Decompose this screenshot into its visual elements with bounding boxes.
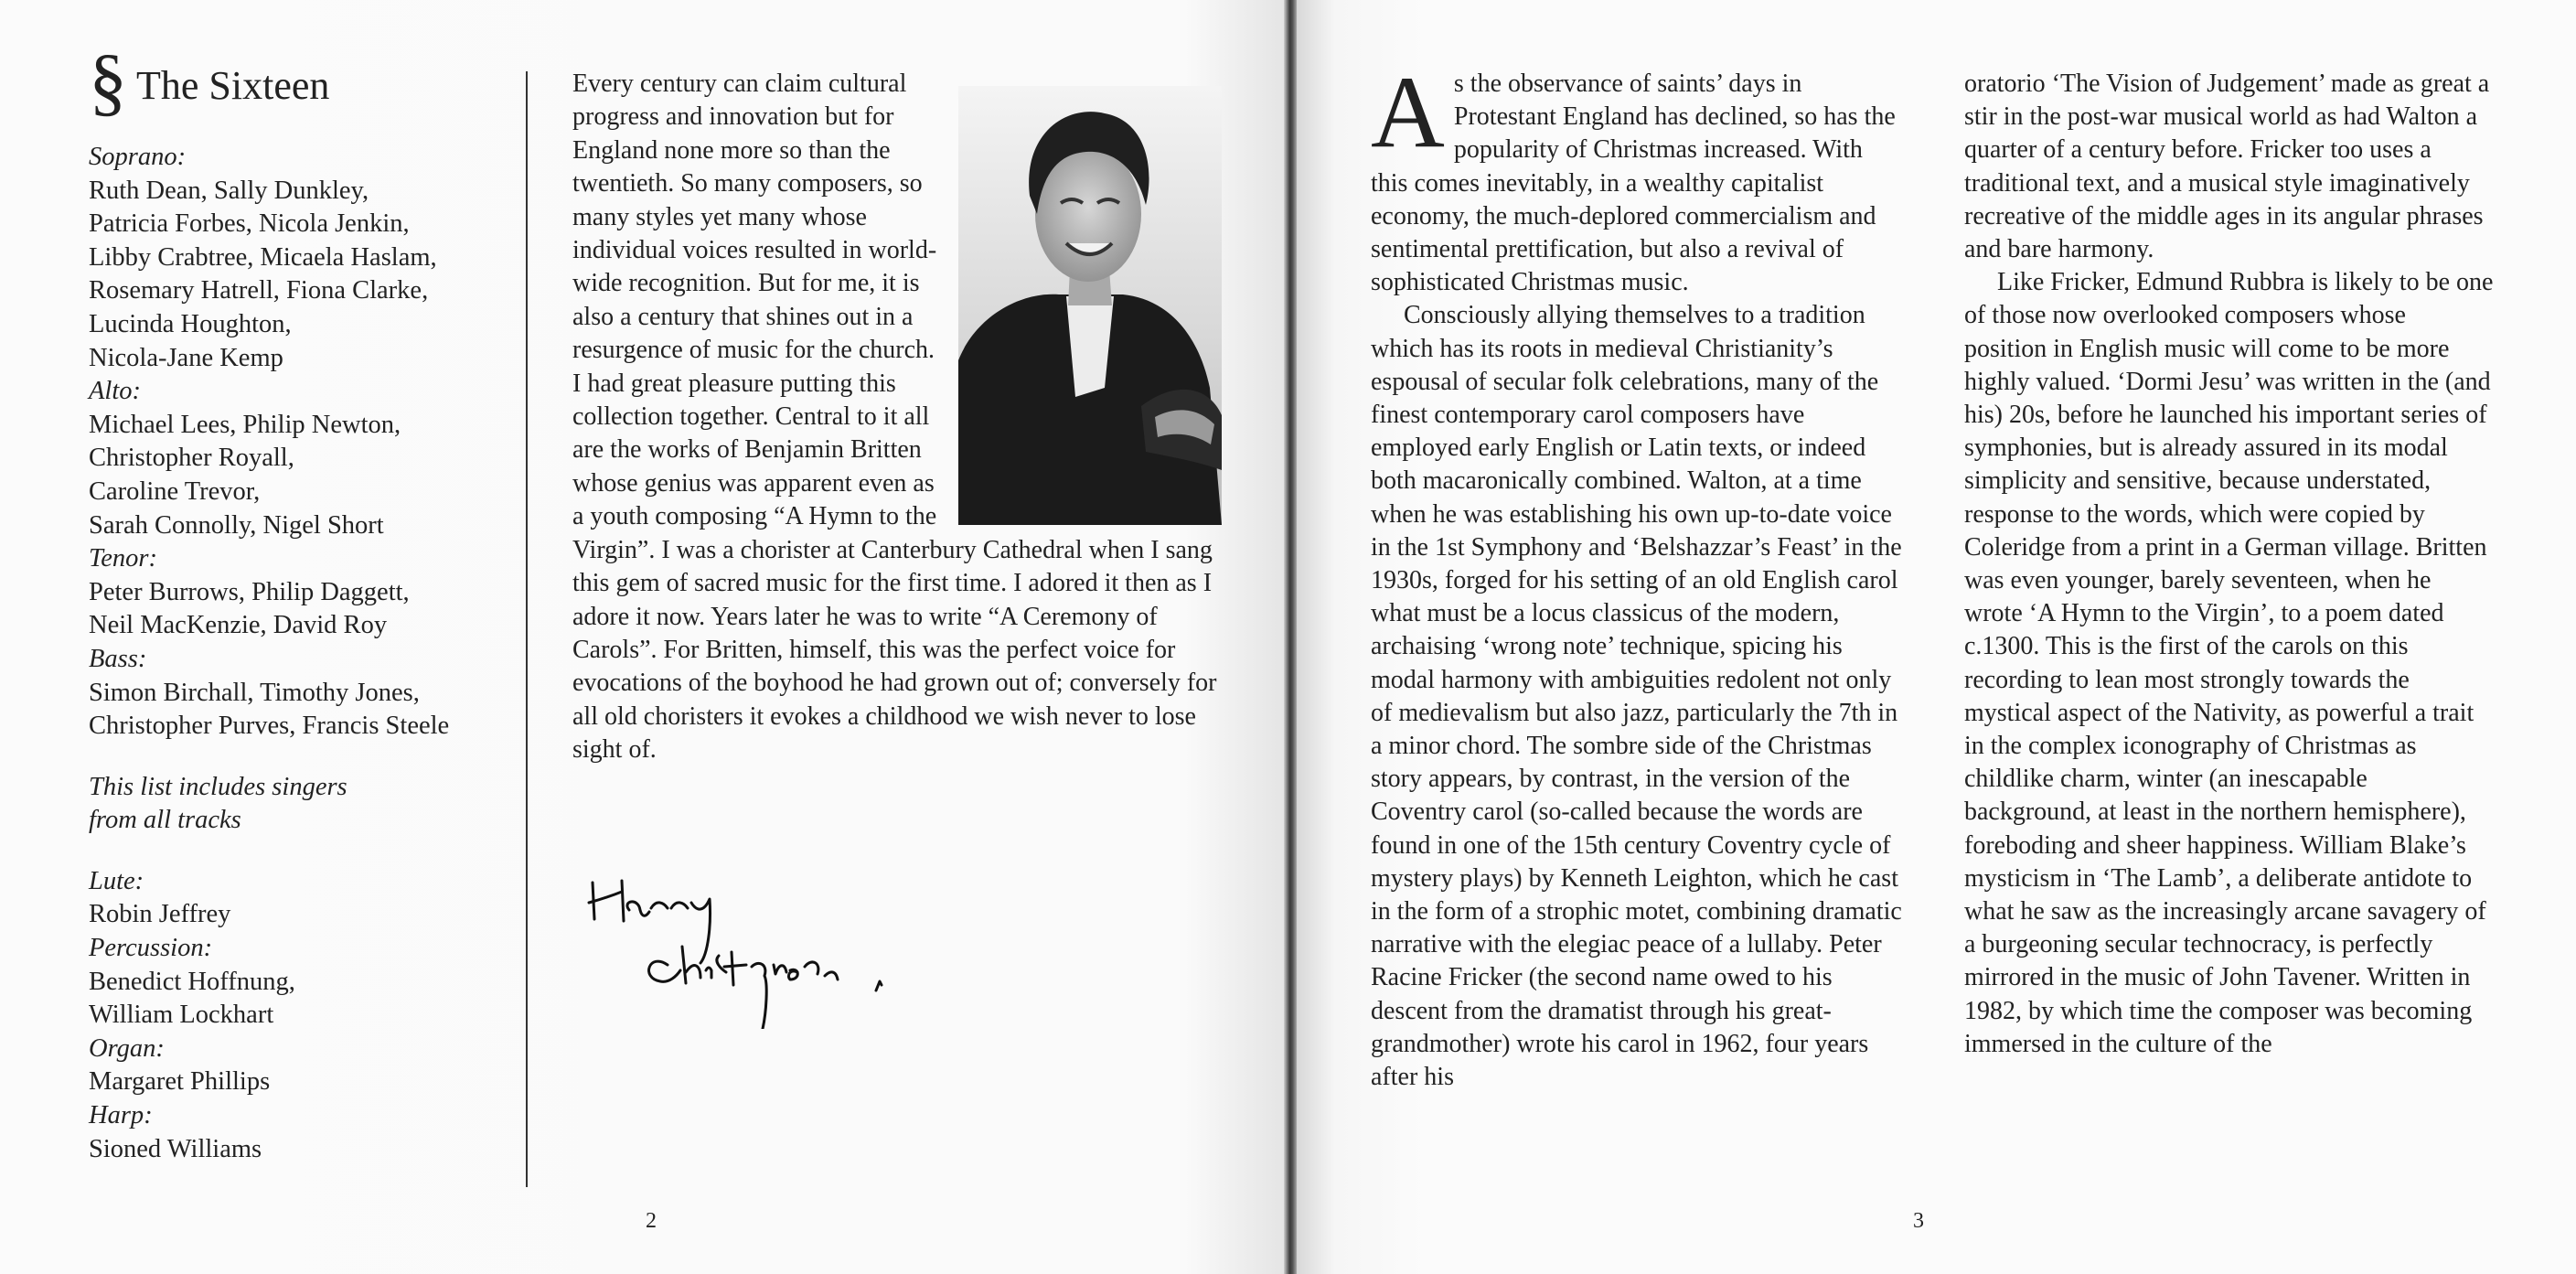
name-line: Sarah Connolly, Nigel Short bbox=[89, 510, 384, 540]
drop-cap: A bbox=[1371, 56, 1445, 169]
essay-paragraph: oratorio ‘The Vision of Judgement’ made as great a stir in the post-war musical world as had Walton a quarter of a century before. Fricker too uses a traditional text, and a musical style imaginatively recreative of the middle ages in its angular phrases and bare harmony. bbox=[1964, 70, 2490, 264]
note-line: This list includes singers bbox=[89, 772, 347, 801]
essay-column-2 bbox=[1964, 68, 2495, 1061]
page-title: The Sixteen bbox=[136, 63, 330, 108]
portrait-image bbox=[958, 86, 1222, 525]
name-line: Sioned Williams bbox=[89, 1134, 262, 1163]
page-number: 2 bbox=[646, 1209, 657, 1233]
svg-text:Harry bbox=[585, 864, 619, 868]
handwritten-signature bbox=[585, 864, 924, 1029]
name-line: Libby Crabtree, Micaela Haslam, bbox=[89, 242, 437, 272]
voice-group-alto bbox=[89, 375, 509, 542]
roster-column bbox=[89, 39, 509, 1166]
name-line: Caroline Trevor, bbox=[89, 476, 261, 506]
name-line: Peter Burrows, Philip Daggett, bbox=[89, 577, 410, 606]
svg-text:Christophers. bbox=[585, 864, 664, 868]
section-mark: § bbox=[89, 39, 127, 124]
essay-paragraph: Consciously allying themselves to a tradition which has its roots in medieval Christianity’s espousal of secular folk celebrations, many of the finest contemporary carol composers have employed early English or Latin texts, or indeed both macaronically combined. Walton, at a time when he was establishing his own up-to-date voice in the 1st Symphony and ‘Belshazzar’s Feast’ in the 1930s, forged for his setting of an old English carol what must be a locus classicus of the modern, archaising ‘wrong note’ technique, spicing his modal harmony with ambiguities redolent not only of medievalism but also jazz, particularly the 7th in a minor chord. The sombre side of the Christmas story appears, by contrast, in the version of the Coventry carol (so-called because the words are found in one of the 15th century Coventry cycle of mystery plays) by Kenneth Leighton, which he cast in the form of a strophic motet, combining dramatic narrative with the elegiac peace of a lullaby. Peter Racine Fricker (the second name owed to his descent from the dramatist through his great-grandmother) wrote his carol in 1962, four years after his bbox=[1371, 301, 1902, 1092]
role-label: Soprano: bbox=[89, 143, 187, 171]
essay-column-1 bbox=[1371, 56, 1906, 1094]
name-line: Nicola-Jane Kemp bbox=[89, 343, 283, 372]
signature-image bbox=[585, 864, 924, 1029]
name-line: Ruth Dean, Sally Dunkley, bbox=[89, 176, 369, 205]
name-line: Patricia Forbes, Nicola Jenkin, bbox=[89, 209, 410, 239]
section-header bbox=[89, 39, 509, 124]
essay-paragraph: Like Fricker, Edmund Rubbra is likely to be one of those now overlooked composers whose position in English music will come to be more highly valued. ‘Dormi Jesu’ was written in the (and his) 20s, before he launched his important series of symphonies, but is already assured in its modal simplicity and sensitive, because understated, response to the words, which were copied by Coleridge from a print in a German village. Britten was even younger, barely seventeen, when he wrote ‘A Hymn to the Virgin’, to a poem dated c.1300. This is the first of the carols on this recording to lean most strongly towards the mystical aspect of the Nativity, as powerful a trait in the complex iconography of Christmas as childlike charm, winter (an inescapable background, at least in the northern hemisphere), foreboding and sheer happiness. William Blake’s mysticism in ‘The Lamb’, a deliberate antidote to what he saw as the increasingly arcane savagery of a burgeoning secular technocracy, is perfectly mirrored in the music of John Tavener. Written in 1982, by which time the composer was becoming immersed in the culture of the bbox=[1964, 268, 2494, 1058]
name-line: Christopher Royall, bbox=[89, 444, 294, 473]
essay-paragraph: As the observance of saints’ days in Protestant England has declined, so has the popularity of Christmas increased. With this comes inevitably, in a wealthy capitalist economy, the much-deplored commercialism and sentimental prettification, but also a revival of sophisticated Christmas music. bbox=[1371, 56, 1896, 297]
role-label: Tenor: bbox=[89, 544, 157, 573]
conductor-photo bbox=[958, 86, 1222, 525]
name-line: Neil MacKenzie, David Roy bbox=[89, 611, 388, 640]
role-label: Lute: bbox=[89, 866, 144, 895]
voice-group-soprano bbox=[89, 141, 509, 375]
name-line: Robin Jeffrey bbox=[89, 900, 231, 929]
role-label: Harp: bbox=[89, 1101, 153, 1130]
name-line: Christopher Purves, Francis Steele bbox=[89, 712, 450, 741]
instrument-group-percussion bbox=[89, 932, 509, 1033]
intro-paragraph: Every century can claim cultural progress and innovation but for England none more so than the twentieth. So many composers, so many styles yet many whose individual voices resulted in world-wide recognition. But for me, it is also a century that shines out in a resurgence of music for the church. I had great pleasure putting this collection together. Central to it all are the works of Benjamin Britten whose genius was apparent even as a youth composing “A Hymn to the Virgin”. I was a chorister at Canterbury Cathedral when I sang this gem of sacred music for the first time. I adored it then as I adore it now. Years later he was to write “A Ceremony of Carols”. For Britten, himself, this was the perfect voice for evocations of the boyhood he had grown out of; conversely for all old choristers it evokes a childhood we wish never to lose sight of. bbox=[572, 70, 1217, 765]
name-line: Lucinda Houghton, bbox=[89, 309, 292, 338]
name-line: Simon Birchall, Timothy Jones, bbox=[89, 678, 420, 707]
role-label: Bass: bbox=[89, 644, 147, 673]
role-label: Organ: bbox=[89, 1033, 165, 1063]
role-label: Alto: bbox=[89, 377, 141, 406]
intro-essay bbox=[572, 68, 1222, 767]
spacer bbox=[89, 838, 509, 865]
voice-group-tenor bbox=[89, 542, 509, 643]
name-line: Rosemary Hatrell, Fiona Clarke, bbox=[89, 276, 429, 305]
voice-group-bass bbox=[89, 643, 509, 744]
name-line: Benedict Hoffnung, bbox=[89, 967, 295, 996]
name-line: Michael Lees, Philip Newton, bbox=[89, 410, 401, 439]
role-label: Percussion: bbox=[89, 934, 213, 963]
instrument-group-harp bbox=[89, 1099, 509, 1166]
page-number: 3 bbox=[1913, 1209, 1924, 1233]
instrument-group-lute bbox=[89, 865, 509, 932]
name-line: Margaret Phillips bbox=[89, 1067, 271, 1097]
note-line: from all tracks bbox=[89, 806, 241, 835]
instrument-group-organ bbox=[89, 1033, 509, 1099]
column-divider bbox=[526, 71, 528, 1187]
name-line: William Lockhart bbox=[89, 1001, 274, 1030]
roster-note bbox=[89, 771, 509, 838]
